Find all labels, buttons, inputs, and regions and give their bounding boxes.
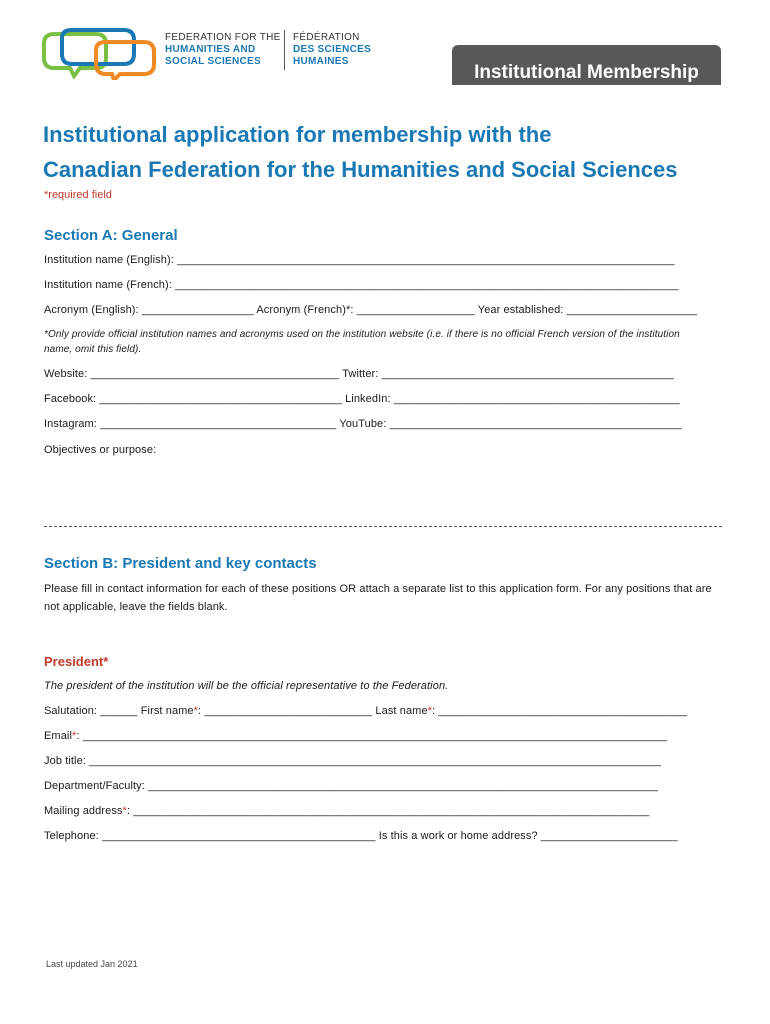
required-field-note: *required field — [44, 189, 112, 201]
email-field[interactable]: : ______________________________________________________________________________________________ — [76, 730, 668, 742]
first-name-required-star: * — [193, 705, 199, 717]
year-established-field[interactable]: Year established: _____________________ — [477, 304, 698, 316]
page-title-line-2: Canadian Federation for the Humanities and Social Sciences — [43, 157, 678, 182]
first-name-field[interactable]: : ___________________________ Last name — [198, 705, 428, 717]
federation-en-line-3: SOCIAL SCIENCES — [165, 56, 261, 67]
department-field[interactable]: Department/Faculty: __________________________________________________________________________________ — [44, 780, 658, 792]
page-title-line-1: Institutional application for membership with the — [43, 122, 552, 147]
mailing-address-field[interactable]: : ___________________________________________________________________________________ — [126, 805, 650, 817]
email-label: Email — [44, 730, 73, 742]
federation-logo — [40, 28, 160, 80]
telephone-row[interactable]: Telephone: ____________________________________________ Is this a work or home address? ______________________ — [44, 830, 678, 842]
email-required-star: * — [72, 730, 77, 742]
last-name-field[interactable]: : ________________________________________ — [432, 705, 688, 717]
mailing-address-label: Mailing address — [44, 805, 123, 817]
objectives-label: Objectives or purpose: — [44, 444, 157, 456]
last-name-required-star: * — [427, 705, 433, 717]
membership-banner: Institutional Membership — [452, 45, 721, 85]
instagram-youtube-row[interactable]: Instagram: ______________________________________ YouTube: _______________________________________________ — [44, 418, 682, 430]
facebook-linkedin-row[interactable]: Facebook: _______________________________________ LinkedIn: ______________________________________________ — [44, 393, 680, 405]
section-b-heading: Section B: President and key contacts — [44, 555, 317, 572]
president-note: The president of the institution will be the official representative to the Federation. — [44, 680, 449, 692]
last-updated-footer: Last updated Jan 2021 — [46, 959, 138, 969]
president-heading: President* — [44, 654, 109, 669]
acronym-row — [44, 304, 697, 316]
acronym-en-field[interactable]: Acronym (English): __________________ — [44, 304, 257, 316]
federation-fr-line-2: DES SCIENCES — [293, 44, 372, 55]
mailing-address-row[interactable] — [44, 805, 649, 817]
acronym-fr-field[interactable]: Acronym (French)*: ___________________ — [256, 304, 475, 316]
institution-name-fr-field[interactable]: Institution name (French): _________________________________________________________________________________ — [44, 279, 679, 291]
federation-en-line-1: FEDERATION FOR THE — [165, 32, 281, 43]
salutation-first-name-label: Salutation: ______ First name — [44, 705, 194, 717]
federation-name-en — [165, 32, 281, 68]
website-twitter-row[interactable]: Website: ________________________________________ Twitter: _______________________________________________ — [44, 368, 674, 380]
federation-fr-line-1: FÉDÉRATION — [293, 32, 360, 43]
institution-name-en-field[interactable]: Institution name (English): ________________________________________________________________________________ — [44, 254, 675, 266]
email-row[interactable] — [44, 730, 667, 742]
section-b-intro: Please fill in contact information for each of these positions OR attach a separate list to this application form. For any positions that are not applicable, leave the fields blank. — [44, 583, 712, 613]
mailing-required-star: * — [122, 805, 127, 817]
logo-divider — [284, 30, 285, 70]
federation-en-line-2: HUMANITIES AND — [165, 44, 256, 55]
official-names-note: *Only provide official institution names and acronyms used on the institution website (i.e. if there is no official French version of the institution name, omit this field). — [44, 329, 680, 355]
section-a-heading: Section A: General — [44, 227, 178, 244]
job-title-field[interactable]: Job title: ____________________________________________________________________________________________ — [44, 755, 662, 767]
salutation-name-row[interactable] — [44, 705, 687, 717]
federation-name-fr — [293, 32, 371, 68]
federation-fr-line-3: HUMAINES — [293, 56, 349, 67]
objectives-answer-line[interactable] — [44, 526, 722, 527]
